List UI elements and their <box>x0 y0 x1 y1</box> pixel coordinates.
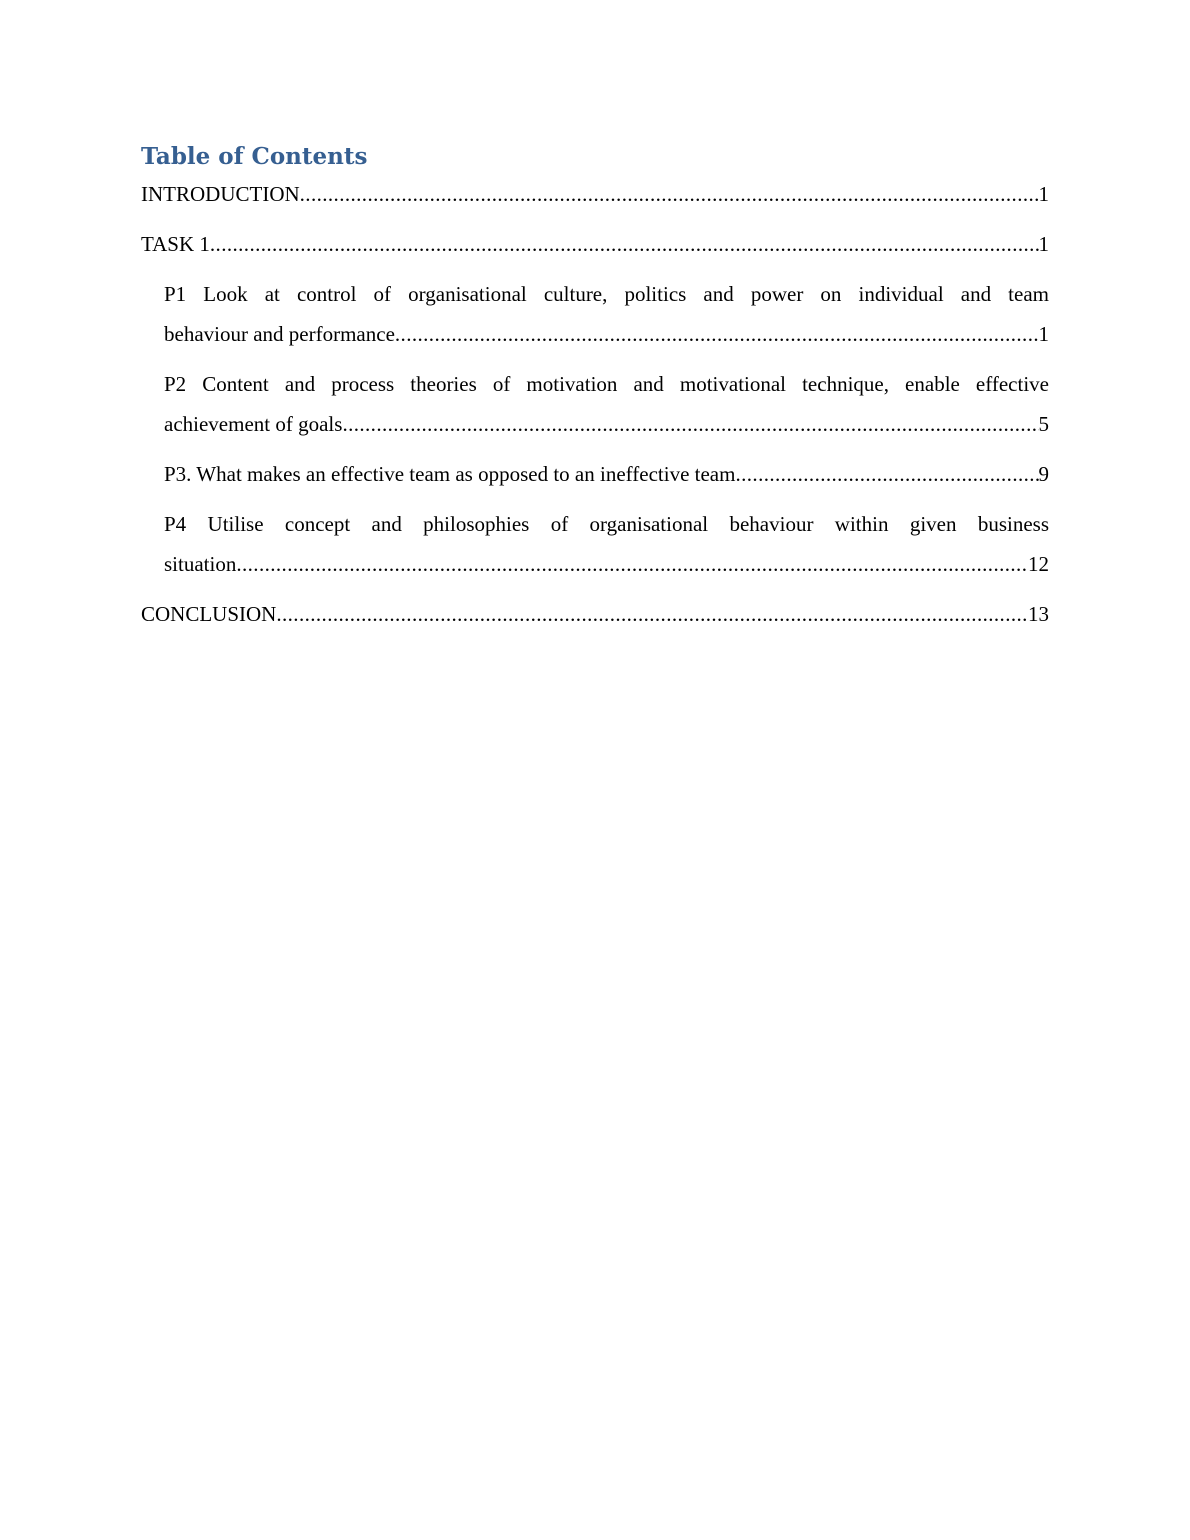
dot-leader <box>300 174 1039 214</box>
toc-title: Table of Contents <box>141 143 368 170</box>
dot-leader <box>395 314 1039 354</box>
toc-entry-conclusion[interactable] <box>141 594 1049 634</box>
document-page <box>141 138 1049 644</box>
toc-entry-label: TASK 1 <box>141 232 210 256</box>
toc-entry-label: P3. What makes an effective team as opposed to an ineffective team <box>164 462 736 486</box>
toc-entry-introduction[interactable] <box>141 174 1049 214</box>
toc-page-number: 5 <box>1038 412 1049 436</box>
toc-entry-label-line-2: behaviour and performance <box>164 322 395 346</box>
toc-entry-label-line-2: situation <box>164 552 237 576</box>
toc-entry-p2[interactable] <box>164 364 1049 444</box>
toc-entry-label: INTRODUCTION <box>141 182 300 206</box>
dot-leader <box>236 544 1028 584</box>
toc-entry-task-1[interactable] <box>141 224 1049 264</box>
toc-page-number: 1 <box>1038 232 1049 256</box>
dot-leader <box>342 404 1038 444</box>
toc-entry-p4[interactable] <box>164 504 1049 584</box>
toc-entry-label-line-1: P2 Content and process theories of motivation and motivational technique, enable effective <box>164 372 1049 396</box>
toc-page-number: 12 <box>1028 552 1049 576</box>
toc-page-number: 1 <box>1038 322 1049 346</box>
toc-page-number: 13 <box>1028 602 1049 626</box>
toc-entry-label-line-1: P1 Look at control of organisational culture, politics and power on individual and team <box>164 282 1049 306</box>
toc-page-number: 1 <box>1038 182 1049 206</box>
toc-page-number: 9 <box>1038 462 1049 486</box>
dot-leader <box>210 224 1039 264</box>
toc-entry-label-line-1: P4 Utilise concept and philosophies of organisational behaviour within given business <box>164 512 1049 536</box>
toc-entry-label-line-2: achievement of goals <box>164 412 343 436</box>
dot-leader <box>276 594 1028 634</box>
toc-entry-p3[interactable] <box>164 454 1049 494</box>
toc-entry-label: CONCLUSION <box>141 602 277 626</box>
dot-leader <box>735 454 1038 494</box>
toc-entry-p1[interactable] <box>164 274 1049 354</box>
